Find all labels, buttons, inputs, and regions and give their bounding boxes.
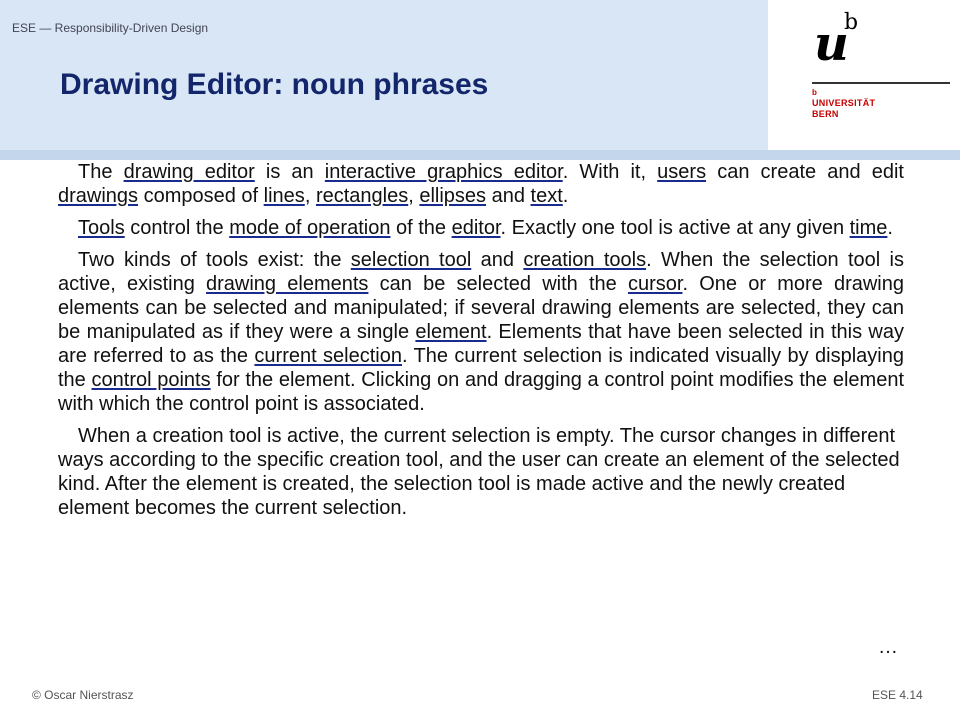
logo-university-name xyxy=(812,98,875,120)
course-label: ESE — Responsibility-Driven Design xyxy=(12,21,209,35)
text-run: . Exactly one tool is active at any given xyxy=(500,217,850,239)
logo-divider xyxy=(812,82,950,84)
text-run: for the element. Clicking on and dragging a control point modifies the element with which the control point is associated. xyxy=(58,369,905,415)
text-run: of the xyxy=(390,217,452,239)
text-run: , xyxy=(304,185,316,207)
noun-phrase: current selection xyxy=(254,345,402,367)
text-run: . The current selection is indicated visually by displaying the xyxy=(58,345,904,391)
noun-phrase: text xyxy=(530,185,563,207)
text-run: control the xyxy=(124,217,230,239)
university-logo xyxy=(808,10,953,125)
text-run: . One or more drawing elements can be selected and manipulated; if several drawing elements are selected, they can be manipulated as if they were a single xyxy=(58,273,904,343)
noun-phrase: time xyxy=(849,217,888,239)
logo-univ-line1: UNIVERSITÄT xyxy=(812,98,876,108)
text-run: can create and edit xyxy=(706,161,904,183)
paragraph-1 xyxy=(58,160,904,208)
text-run: The xyxy=(78,161,124,183)
text-run: and xyxy=(471,249,524,271)
logo-small-b: b xyxy=(812,88,817,97)
footer-page-number: ESE 4.14 xyxy=(872,688,923,702)
text-run: . When the selection tool is active, existing xyxy=(58,249,904,295)
noun-phrase: Tools xyxy=(78,217,125,239)
noun-phrase: mode of operation xyxy=(229,217,391,239)
text-run: can be selected with the xyxy=(368,273,628,295)
text-run: and xyxy=(486,185,531,207)
header-stripe xyxy=(0,150,960,160)
noun-phrase: lines xyxy=(263,185,305,207)
noun-phrase: control points xyxy=(91,369,211,391)
noun-phrase: rectangles xyxy=(315,185,409,207)
paragraph-4 xyxy=(58,424,904,520)
noun-phrase: drawings xyxy=(58,185,139,207)
text-run: When a creation tool is active, the current selection is empty. The cursor changes in different ways according to the specific creation tool, and the user can create an element of the selected kind. After the element is created, the selection tool is made active and the newly created element becomes the current selection. xyxy=(58,425,900,519)
text-run: is an xyxy=(254,161,325,183)
text-run: Two kinds of tools exist: the xyxy=(78,249,351,271)
noun-phrase: cursor xyxy=(627,273,683,295)
logo-univ-line2: BERN xyxy=(812,109,839,119)
noun-phrase: element xyxy=(415,321,487,343)
paragraph-3 xyxy=(58,248,904,416)
continuation-ellipsis: … xyxy=(878,636,898,658)
paragraph-2 xyxy=(58,216,904,240)
noun-phrase: creation tools xyxy=(523,249,647,271)
text-run: . With it, xyxy=(562,161,658,183)
text-run: composed of xyxy=(138,185,264,207)
slide-body xyxy=(58,160,904,528)
noun-phrase: drawing editor xyxy=(123,161,255,183)
text-run: . xyxy=(887,217,893,239)
page-title: Drawing Editor: noun phrases xyxy=(60,68,489,101)
text-run: . Elements that have been selected in this way are referred to as the xyxy=(58,321,904,367)
logo-b: b xyxy=(844,10,859,35)
text-run: . xyxy=(562,185,569,207)
noun-phrase: users xyxy=(657,161,707,183)
noun-phrase: editor xyxy=(451,217,501,239)
noun-phrase: ellipses xyxy=(419,185,487,207)
noun-phrase: drawing elements xyxy=(206,273,369,295)
noun-phrase: selection tool xyxy=(350,249,472,271)
noun-phrase: interactive graphics editor xyxy=(324,161,563,183)
footer-copyright: © Oscar Nierstrasz xyxy=(32,688,134,702)
text-run: , xyxy=(408,185,420,207)
logo-u: u xyxy=(814,16,849,72)
